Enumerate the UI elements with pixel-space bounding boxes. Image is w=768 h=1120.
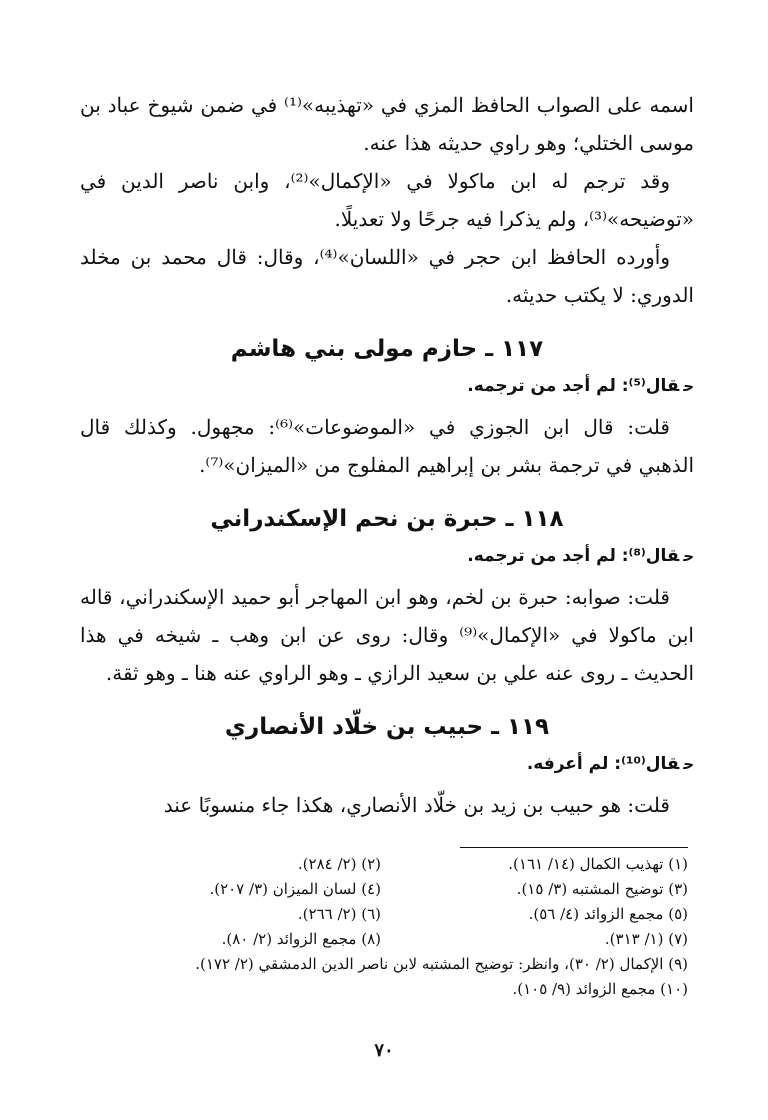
qala-text: قال⁽⁵⁾: لم أجد من ترجمه.	[467, 376, 680, 396]
footnote-row	[74, 877, 688, 902]
entry-text-117: قلت: قال ابن الجوزي في «الموضوعات»⁽⁶⁾: مجهول. وكذلك قال الذهبي في ترجمة بشر بن إبراهيم المفلوج من «الميزان»⁽⁷⁾.	[80, 415, 694, 477]
footnote-10: (١٠) مجمع الزوائد (٩/ ١٠٥).	[512, 980, 688, 998]
mark-icon: ح	[683, 755, 694, 773]
footnote-row	[74, 902, 688, 927]
footnote-1: (١) تهذيب الكمال (١٤/ ١٦١).	[508, 855, 688, 873]
footnote-5: (٥) مجمع الزوائد (٤/ ٥٦).	[528, 905, 688, 923]
footnote-9: (٩) الإكمال (٢/ ٣٠)، وانظر: توضيح المشتبه لابن ناصر الدين الدمشقي (٢/ ١٧٢).	[195, 955, 688, 973]
mark-icon: ح	[683, 377, 694, 395]
footnote-3: (٣) توضيح المشتبه (٣/ ١٥).	[516, 880, 688, 898]
entry-qala-118	[80, 540, 694, 572]
entry-qala-119	[80, 748, 694, 780]
footnote-8: (٨) مجمع الزوائد (٢/ ٨٠).	[221, 930, 381, 948]
footnote-row	[74, 927, 688, 952]
footnotes	[74, 852, 688, 1002]
mark-icon: ح	[683, 547, 694, 565]
page-body	[80, 86, 694, 824]
entry-text-118: قلت: صوابه: حبرة بن لخم، وهو ابن المهاجر أبو حميد الإسكندراني، قاله ابن ماكولا في «الإكمال»⁽⁹⁾ وقال: روى عن ابن وهب ـ شيخه في هذا الحديث ـ روى عنه علي بن سعيد الرازي ـ وهو الراوي عنه هنا ـ وهو ثقة.	[80, 585, 694, 685]
entry-qala-117	[80, 370, 694, 402]
paragraph-2: وقد ترجم له ابن ماكولا في «الإكمال»⁽²⁾، وابن ناصر الدين في «توضيحه»⁽³⁾، ولم يذكرا فيه جرحًا ولا تعديلًا.	[80, 169, 694, 231]
footnote-2: (٢) (٢/ ٢٨٤).	[297, 855, 381, 873]
footnote-divider	[460, 847, 688, 848]
footnote-row	[74, 852, 688, 877]
paragraph-1: اسمه على الصواب الحافظ المزي في «تهذيبه»⁽¹⁾ في ضمن شيوخ عباد بن موسى الختلي؛ وهو راوي حديثه هذا عنه.	[80, 93, 694, 155]
entry-title-117: ١١٧ ـ حازم مولى بني هاشم	[230, 336, 544, 362]
qala-text: قال⁽¹⁰⁾: لم أعرفه.	[526, 754, 680, 774]
page-number: ٧٠	[374, 1040, 394, 1061]
qala-text: قال⁽⁸⁾: لم أجد من ترجمه.	[467, 546, 680, 566]
footnote-7: (٧) (١/ ٣١٣).	[604, 930, 688, 948]
paragraph-3: وأورده الحافظ ابن حجر في «اللسان»⁽⁴⁾، وقال: قال محمد بن مخلد الدوري: لا يكتب حديثه.	[80, 245, 694, 307]
footnote-6: (٦) (٢/ ٢٦٦).	[297, 905, 381, 923]
entry-title-119: ١١٩ ـ حبيب بن خلّاد الأنصاري	[224, 714, 550, 740]
entry-title-118: ١١٨ ـ حبرة بن نحم الإسكندراني	[210, 506, 564, 532]
entry-text-119: قلت: هو حبيب بن زيد بن خلّاد الأنصاري، هكذا جاء منسوبًا عند	[163, 793, 670, 817]
footnote-4: (٤) لسان الميزان (٣/ ٢٠٧).	[209, 880, 381, 898]
